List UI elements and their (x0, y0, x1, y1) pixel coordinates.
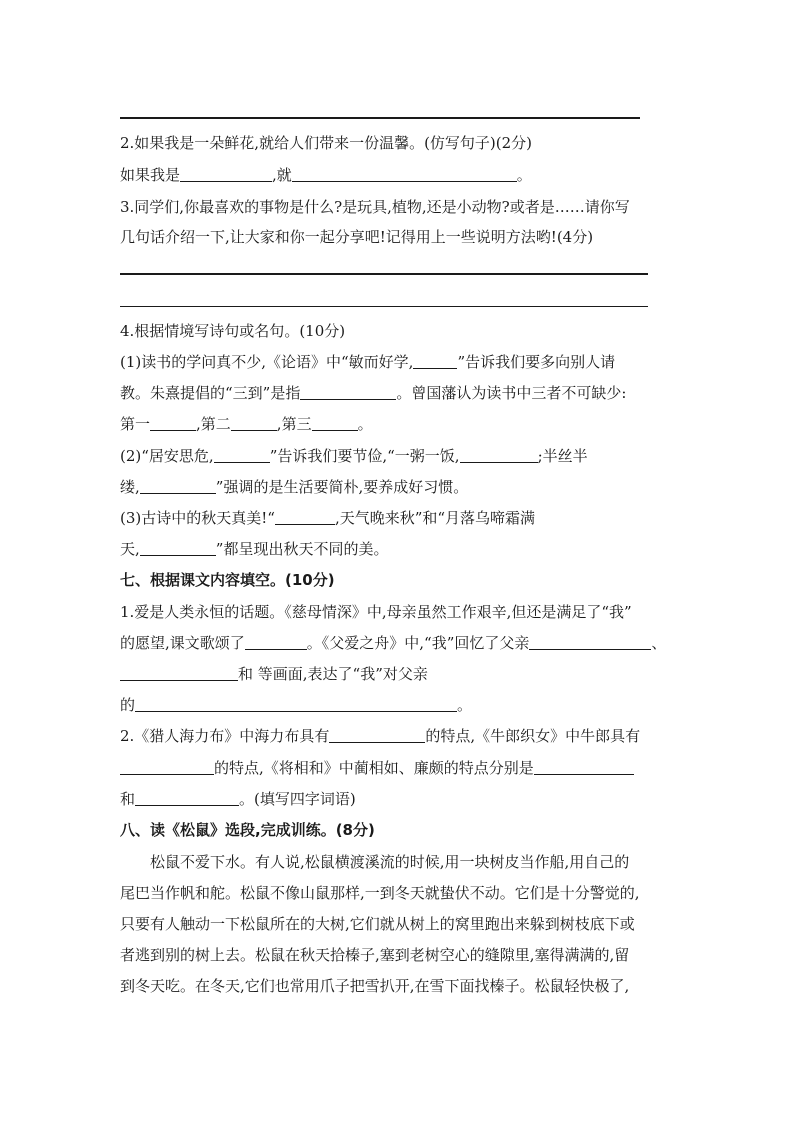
q4-text: ,天气晚来秋”和“月落乌啼霜满 (334, 509, 536, 527)
s7-text: 和 等画面,表达了“我”对父亲 (238, 665, 428, 683)
s7-blank[interactable] (529, 634, 651, 650)
q2-text-a: 如果我是 (120, 166, 181, 184)
s7-blank[interactable] (120, 665, 238, 681)
q4-text: ”都呈现出秋天不同的美。 (215, 540, 389, 558)
q4-text: (3)古诗中的秋天真美!“ (120, 509, 275, 527)
passage-line: 松鼠不爱下水。有人说,松鼠横渡溪流的时候,用一块树皮当作船,用自己的 (150, 853, 630, 871)
s7-text: 的特点,《牛郎织女》中牛郎具有 (425, 727, 641, 745)
q4-blank[interactable] (312, 415, 358, 431)
s7-blank[interactable] (534, 759, 634, 775)
q4-blank[interactable] (140, 478, 216, 494)
q4-text: 缕, (120, 478, 140, 496)
q2-fill-line (120, 165, 532, 185)
s7-text: 。《父爱之舟》中,“我”回忆了父亲 (306, 634, 530, 652)
answer-line[interactable] (120, 117, 640, 119)
s7-text: 、 (651, 634, 667, 652)
s7-text: 。 (457, 696, 473, 714)
q4-text: ”告诉我们要多向别人请 (457, 353, 616, 371)
q4-text: (1)读书的学问真不少,《论语》中“敏而好学, (120, 353, 414, 371)
s7-text: 。(填写四字词语) (239, 790, 356, 808)
s7-q1-line1: 1.爱是人类永恒的话题。《慈母情深》中,母亲虽然工作艰辛,但还是满足了“我” (120, 603, 632, 621)
q4-text: 。曾国藩认为读书中三者不可缺少: (396, 384, 627, 402)
q4-p1-line3 (120, 414, 373, 434)
section-8-heading: 八、读《松鼠》选段,完成训练。(8分) (120, 821, 375, 839)
s7-q1-line4 (120, 695, 472, 715)
q4-p2-line2 (120, 477, 468, 497)
q4-blank[interactable] (140, 540, 216, 556)
s7-blank[interactable] (135, 790, 239, 806)
s7-text: 2.《猎人海力布》中海力布具有 (120, 727, 330, 745)
q4-text: ”强调的是生活要简朴,要养成好习惯。 (215, 478, 469, 496)
q4-title: 4.根据情境写诗句或名句。(10分) (120, 322, 346, 340)
s7-blank[interactable] (135, 696, 457, 712)
passage-line: 只要有人触动一下松鼠所在的大树,它们就从树上的窝里跑出来躲到树枝底下或 (120, 915, 635, 933)
q4-p3-line1 (120, 508, 535, 528)
q4-blank[interactable] (460, 447, 538, 463)
q2-blank-1[interactable] (180, 166, 272, 182)
section-7-heading: 七、根据课文内容填空。(10分) (120, 571, 335, 589)
q4-text: 。 (357, 415, 373, 433)
passage-line: 者逃到别的树上去。松鼠在秋天拾榛子,塞到老树空心的缝隙里,塞得满满的,留 (120, 946, 630, 964)
q4-blank[interactable] (275, 509, 335, 525)
q4-text: 教。朱熹提倡的“三到”是指 (120, 384, 301, 402)
s7-text: 的愿望,课文歌颂了 (120, 634, 245, 652)
s7-blank[interactable] (120, 759, 214, 775)
q4-p1-line1 (120, 352, 615, 372)
s7-text: 和 (120, 790, 136, 808)
s7-q1-line2 (120, 633, 666, 653)
q4-text: ;半丝半 (537, 447, 588, 465)
q4-text: 第一 (120, 415, 151, 433)
q3-line-2: 几句话介绍一下,让大家和你一起分享吧!记得用上一些说明方法哟!(4分) (120, 228, 594, 246)
q4-p3-line2 (120, 539, 388, 559)
passage-line: 到冬天吃。在冬天,它们也常用爪子把雪扒开,在雪下面找榛子。松鼠轻快极了, (120, 977, 630, 995)
answer-line[interactable] (120, 273, 648, 275)
s7-text: 的 (120, 696, 136, 714)
s7-blank[interactable] (329, 727, 425, 743)
q4-text: (2)“居安思危, (120, 447, 214, 465)
q2-text-b: ,就 (272, 166, 292, 184)
q4-blank[interactable] (150, 415, 196, 431)
q4-blank[interactable] (231, 415, 277, 431)
answer-line[interactable] (120, 306, 648, 307)
q4-text: 天, (120, 540, 140, 558)
q4-text: ”告诉我们要节俭,“一粥一饭, (269, 447, 460, 465)
q2-prompt: 2.如果我是一朵鲜花,就给人们带来一份温馨。(仿写句子)(2分) (120, 134, 533, 152)
s7-blank[interactable] (245, 634, 307, 650)
q4-blank[interactable] (214, 447, 270, 463)
q4-blank[interactable] (413, 353, 457, 369)
q3-line-1: 3.同学们,你最喜欢的事物是什么?是玩具,植物,还是小动物?或者是……请你写 (120, 198, 630, 216)
s7-text: 的特点,《将相和》中蔺相如、廉颇的特点分别是 (214, 759, 534, 777)
s7-q1-line3 (120, 664, 428, 684)
q4-p2-line1 (120, 446, 588, 466)
q2-text-c: 。 (516, 166, 532, 184)
q4-text: ,第二 (196, 415, 231, 433)
passage-line: 尾巴当作帆和舵。松鼠不像山鼠那样,一到冬天就蛰伏不动。它们是十分警觉的, (120, 884, 640, 902)
s7-q2-line2 (120, 758, 634, 778)
q4-p1-line2 (120, 383, 626, 403)
q4-blank[interactable] (300, 384, 396, 400)
q4-text: ,第三 (276, 415, 312, 433)
q2-blank-2[interactable] (292, 166, 517, 182)
s7-q2-line1 (120, 726, 640, 746)
s7-q2-line3 (120, 789, 356, 809)
